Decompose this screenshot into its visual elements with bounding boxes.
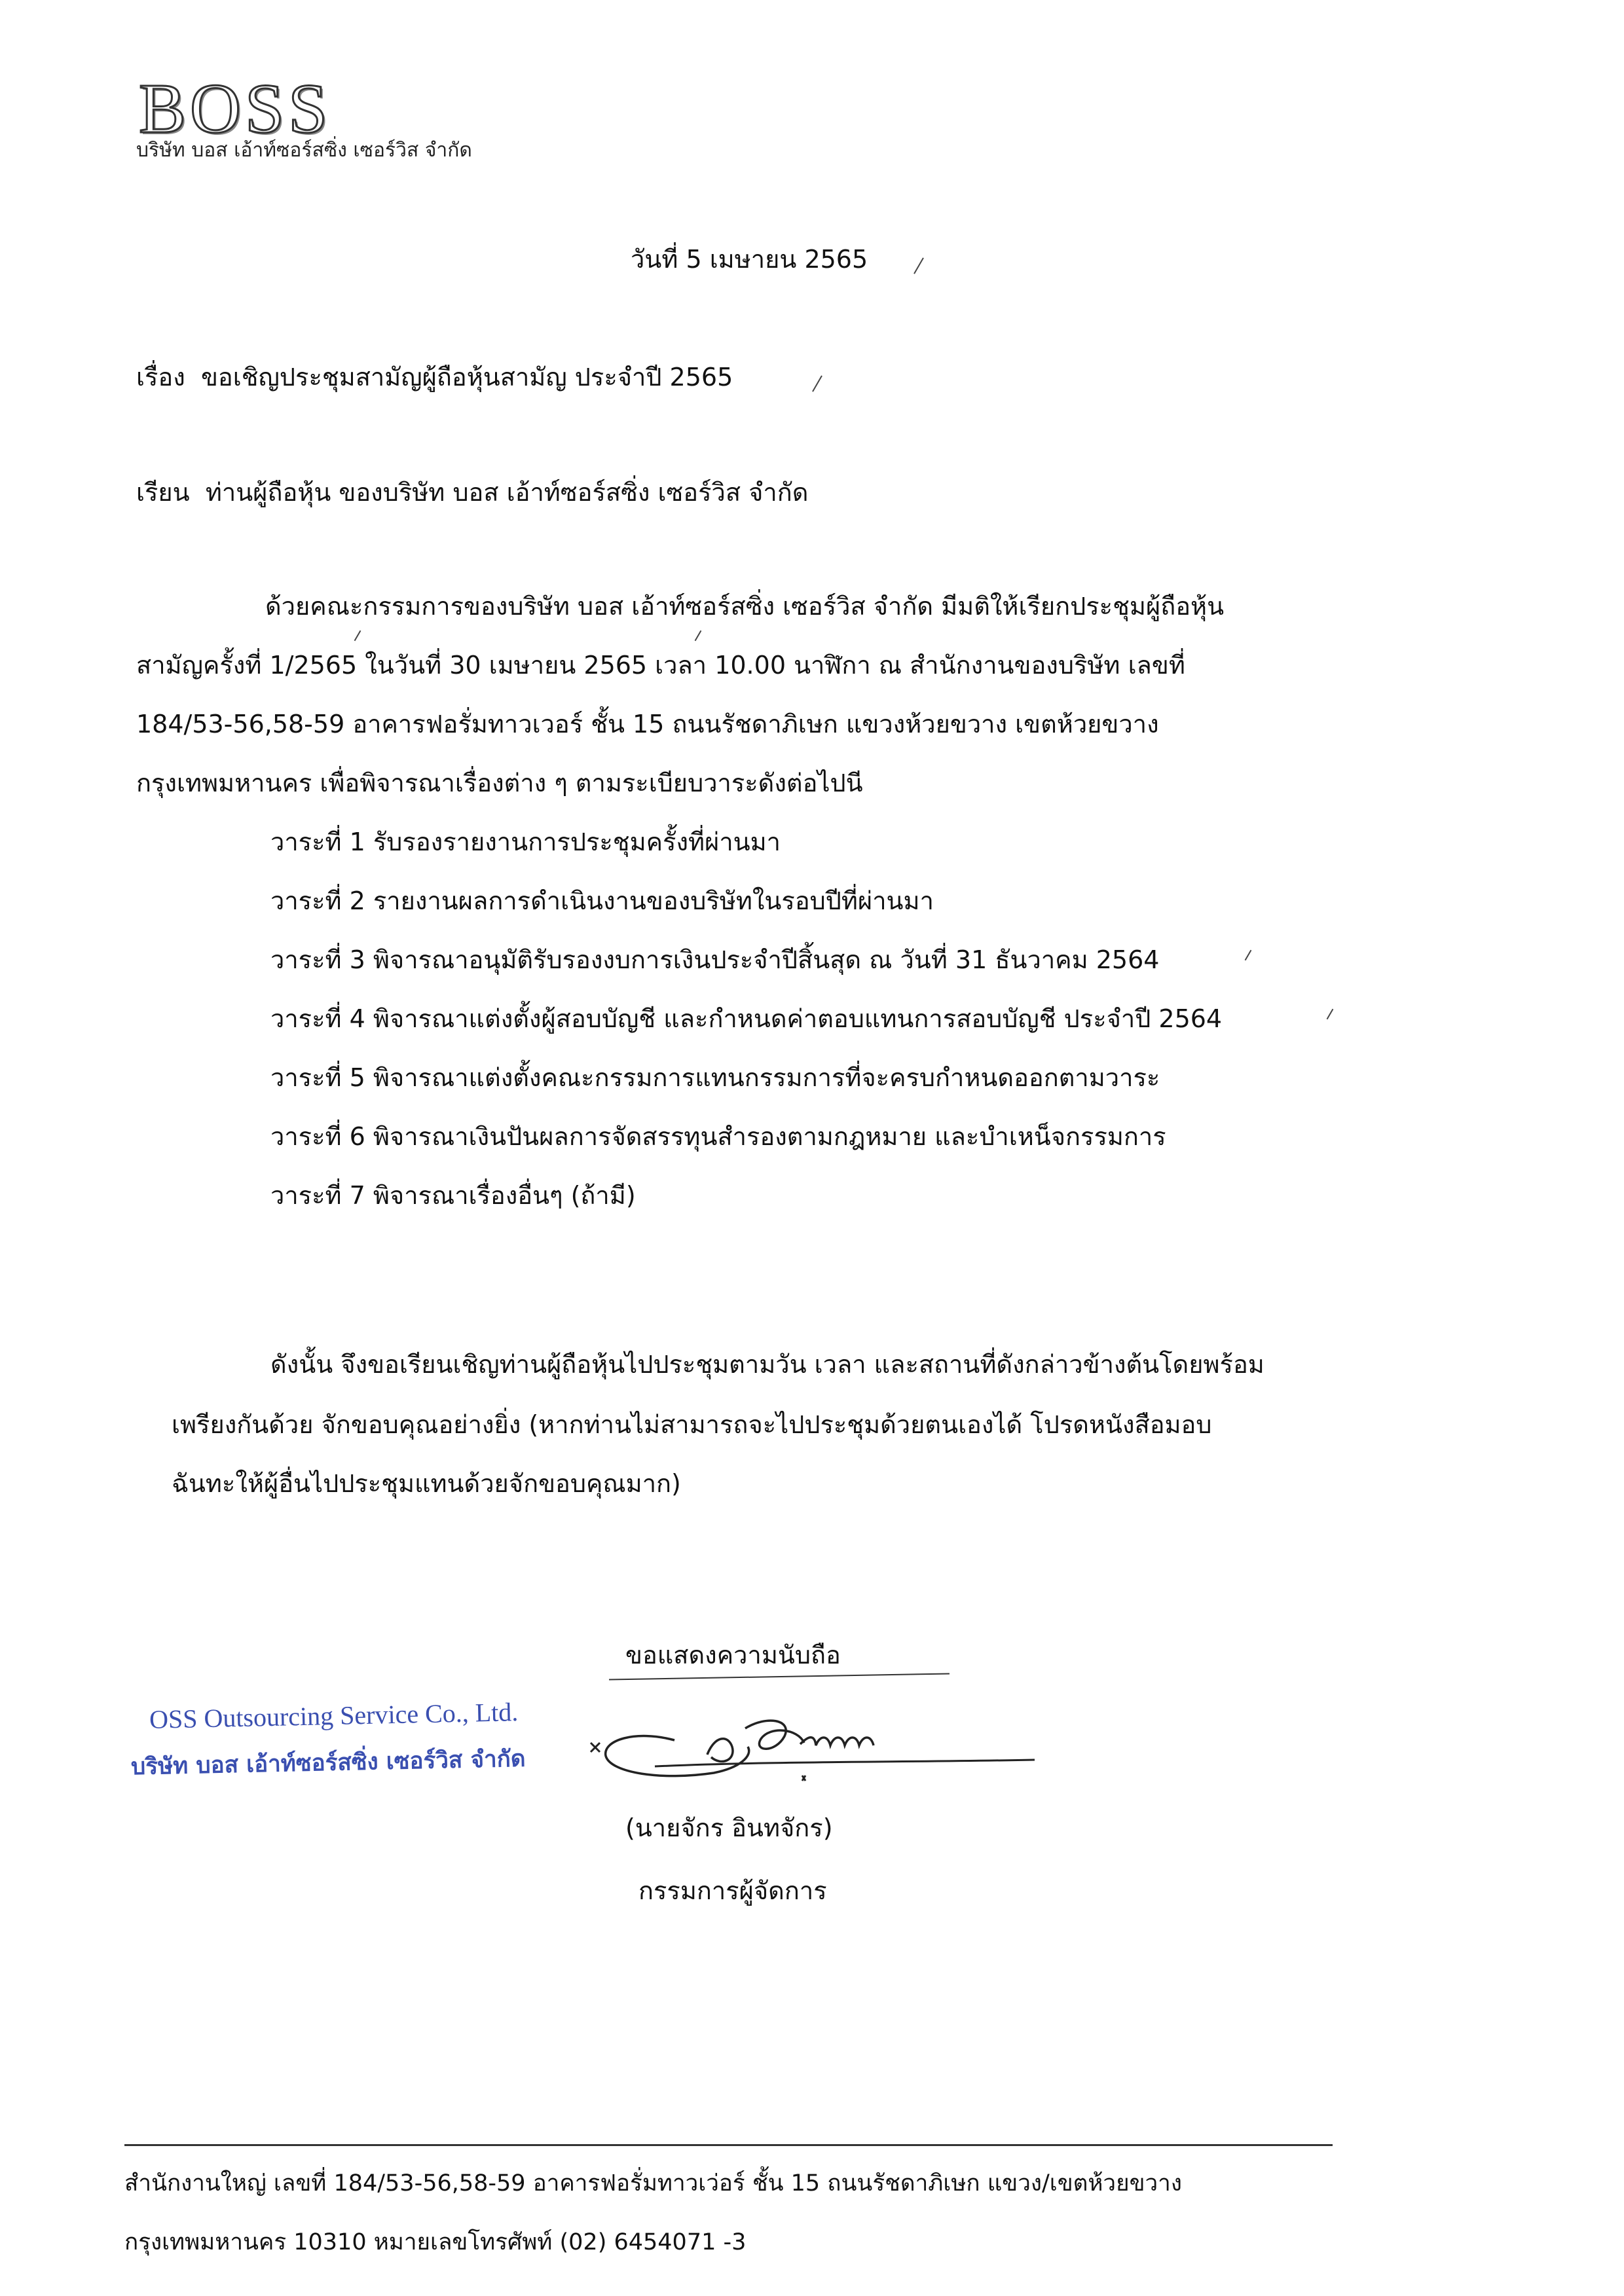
regards-text: ขอแสดงความนับถือ [625, 1641, 841, 1669]
check-mark [354, 630, 361, 642]
company-stamp-en: OSS Outsourcing Service Co., Ltd. [149, 1697, 519, 1734]
agenda-item-1: วาระที่ 1 รับรองรายงานการประชุมครั้งที่ผ่านมา [270, 828, 781, 856]
agenda-item-3: วาระที่ 3 พิจารณาอนุมัติรับรองงบการเงินประจำปีสิ้นสุด ณ วันที่ 31 ธันวาคม 2564 [270, 945, 1160, 974]
agenda-item-6: วาระที่ 6 พิจารณาเงินปันผลการจัดสรรทุนสำรองตามกฎหมาย และบำเหน็จกรรมการ [270, 1122, 1166, 1151]
footer-divider [124, 2144, 1333, 2146]
recipient-label: เรียน [136, 478, 190, 507]
agenda-item-4: วาระที่ 4 พิจารณาแต่งตั้งผู้สอบบัญชี และกำหนดค่าตอบแทนการสอบบัญชี ประจำปี 2564 [270, 1004, 1223, 1033]
agenda-item-7: วาระที่ 7 พิจารณาเรื่องอื่นๆ (ถ้ามี) [270, 1181, 636, 1210]
check-mark [1327, 1009, 1334, 1020]
footer-address: สำนักงานใหญ่ เลขที่ 184/53-56,58-59 อาคารฟอรั่มทาวเว่อร์ ชั้น 15 ถนนรัชดาภิเษก แขวง/เขตห้วยขวาง [124, 2170, 1182, 2196]
letter-date: วันที่ 5 เมษายน 2565 [631, 245, 868, 274]
signer-title: กรรมการผู้จัดการ [638, 1876, 827, 1905]
check-mark [1245, 950, 1252, 961]
subject-line [136, 359, 733, 395]
recipient-line [136, 474, 808, 511]
agenda-item-2: วาระที่ 2 รายงานผลการดำเนินงานของบริษัทในรอบปีที่ผ่านมา [270, 886, 934, 915]
check-mark [695, 630, 702, 642]
recipient-text: ท่านผู้ถือหุ้น ของบริษัท บอส เอ้าท์ซอร์สซิ่ง เซอร์วิส จำกัด [205, 478, 809, 507]
intro-line-3: 184/53-56,58-59 อาคารฟอรั่มทาวเวอร์ ชั้น 15 ถนนรัชดาภิเษก แขวงห้วยขวาง เขตห้วยขวาง [136, 710, 1159, 738]
handwritten-signature [576, 1689, 1048, 1800]
company-stamp-th: บริษัท บอส เอ้าท์ซอร์สซิ่ง เซอร์วิส จำกัด [130, 1745, 526, 1781]
closing-line-1: ดังนั้น จึงขอเรียนเชิญท่านผู้ถือหุ้นไปประชุมตามวัน เวลา และสถานที่ดังกล่าวข้างต้นโดยพร้อม [270, 1350, 1264, 1379]
company-name: บริษัท บอส เอ้าท์ซอร์สซิ่ง เซอร์วิส จำกัด [136, 139, 472, 162]
agenda-item-5: วาระที่ 5 พิจารณาแต่งตั้งคณะกรรมการแทนกรรมการที่จะครบกำหนดออกตามวาระ [270, 1063, 1160, 1092]
intro-line-2: สามัญครั้งที่ 1/2565 ในวันที่ 30 เมษายน 2565 เวลา 10.00 นาฬิกา ณ สำนักงานของบริษัท เลขที่ [136, 651, 1185, 680]
company-logo: BOSS [139, 70, 332, 148]
closing-line-2: เพรียงกันด้วย จักขอบคุณอย่างยิ่ง (หากท่านไม่สามารถจะไปประชุมด้วยตนเองได้ โปรดหนังสือมอบ [172, 1410, 1212, 1439]
subject-label: เรื่อง [136, 363, 185, 392]
subject-text: ขอเชิญประชุมสามัญผู้ถือหุ้นสามัญ ประจำปี 2565 [200, 363, 733, 392]
signer-name: (นายจักร อินทจักร) [625, 1813, 833, 1842]
check-mark [812, 375, 822, 392]
closing-line-3: ฉันทะให้ผู้อื่นไปประชุมแทนด้วยจักขอบคุณมาก) [172, 1469, 681, 1498]
intro-line-4: กรุงเทพมหานคร เพื่อพิจารณาเรื่องต่าง ๆ ตามระเบียบวาระดังต่อไปนี [136, 769, 863, 797]
signature-underline [609, 1673, 950, 1680]
check-mark [913, 257, 924, 274]
footer-contact: กรุงเทพมหานคร 10310 หมายเลขโทรศัพท์ (02) 6454071 -3 [124, 2229, 747, 2255]
intro-line-1: ด้วยคณะกรรมการของบริษัท บอส เอ้าท์ซอร์สซิ่ง เซอร์วิส จำกัด มีมติให้เรียกประชุมผู้ถือหุ้น [265, 592, 1225, 621]
